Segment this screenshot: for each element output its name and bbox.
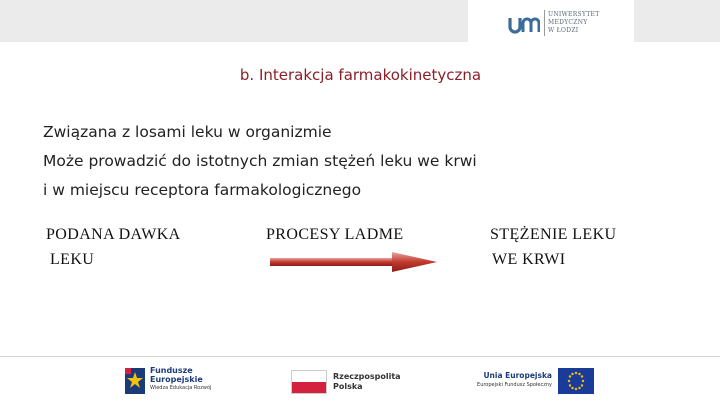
university-name bbox=[548, 11, 600, 35]
fundusze-europejskie-logo bbox=[124, 364, 244, 400]
logo-line-2: MEDYCZNY bbox=[548, 19, 588, 26]
university-logo bbox=[468, 0, 634, 43]
logo-line-3: W ŁODZI bbox=[548, 27, 579, 34]
logo-divider bbox=[544, 10, 545, 36]
flow-dose-label bbox=[46, 222, 181, 272]
fe-title-1: Fundusze bbox=[150, 366, 193, 375]
slide-title-text: b. Interakcja farmakokinetyczna bbox=[239, 66, 482, 84]
rzeczpospolita-logo bbox=[291, 370, 411, 396]
flow-concentration-line-1: STĘŻENIE LEKU bbox=[490, 226, 617, 243]
slide-body bbox=[43, 118, 477, 205]
flow-dose-line-1: PODANA DAWKA bbox=[46, 226, 181, 243]
fe-subtitle: Wiedza Edukacja Rozwój bbox=[150, 385, 212, 391]
um-logo-mark-icon bbox=[508, 14, 540, 34]
flow-concentration-label bbox=[490, 222, 617, 272]
polish-flag-icon bbox=[291, 370, 327, 394]
flow-process-label bbox=[266, 222, 404, 247]
pl-line-2: Polska bbox=[333, 382, 363, 391]
right-arrow-icon bbox=[270, 251, 438, 273]
slide-title bbox=[0, 66, 720, 84]
eu-subtitle: Europejski Fundusz Społeczny bbox=[477, 382, 552, 388]
fe-star-icon bbox=[124, 364, 146, 396]
body-line-3: i w miejscu receptora farmakologicznego bbox=[43, 181, 362, 199]
fe-title-2: Europejskie bbox=[150, 375, 203, 384]
body-line-2: Może prowadzić do istotnych zmian stężeń leku we krwi bbox=[43, 152, 477, 170]
flow-process-line: PROCESY LADME bbox=[266, 226, 404, 243]
footer-divider bbox=[0, 356, 720, 357]
flow-concentration-line-2: WE KRWI bbox=[492, 251, 566, 268]
flow-dose-line-2: LEKU bbox=[50, 251, 95, 268]
pl-line-1: Rzeczpospolita bbox=[333, 372, 401, 381]
logo-line-1: UNIWERSYTET bbox=[548, 11, 600, 18]
eu-logo bbox=[474, 368, 596, 396]
eu-flag-icon bbox=[558, 368, 594, 394]
body-line-1: Związana z losami leku w organizmie bbox=[43, 123, 332, 141]
eu-title: Unia Europejska bbox=[483, 371, 552, 380]
